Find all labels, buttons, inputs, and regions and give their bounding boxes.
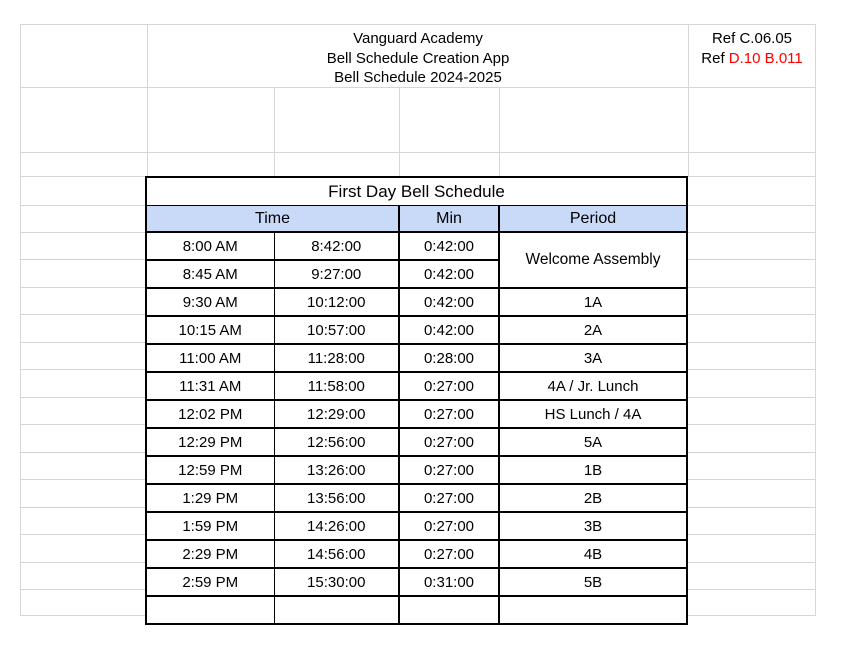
- start-time-cell: 12:59 PM: [146, 456, 274, 484]
- duration-cell: 0:27:00: [399, 372, 499, 400]
- period-cell: HS Lunch / 4A: [499, 400, 687, 428]
- schedule-title: First Day Bell Schedule: [146, 177, 687, 206]
- bell-schedule-table: [145, 176, 688, 625]
- ref-line-1: Ref C.06.05: [711, 30, 793, 47]
- empty-row: [146, 596, 687, 624]
- period-cell: 3A: [499, 344, 687, 372]
- end-time-cell: 10:57:00: [274, 316, 399, 344]
- period-cell: 5B: [499, 568, 687, 596]
- period-cell: 3B: [499, 512, 687, 540]
- table-row: [146, 456, 687, 484]
- end-time-cell: 11:58:00: [274, 372, 399, 400]
- empty-cell: [399, 596, 499, 624]
- start-time-cell: 11:31 AM: [146, 372, 274, 400]
- table-row: [146, 288, 687, 316]
- header-min: Min: [399, 206, 499, 233]
- end-time-cell: 15:30:00: [274, 568, 399, 596]
- duration-cell: 0:27:00: [399, 484, 499, 512]
- duration-cell: 0:27:00: [399, 400, 499, 428]
- start-time-cell: 8:45 AM: [146, 260, 274, 288]
- duration-cell: 0:42:00: [399, 316, 499, 344]
- empty-cell: [274, 596, 399, 624]
- end-time-cell: 10:12:00: [274, 288, 399, 316]
- start-time-cell: 8:00 AM: [146, 232, 274, 260]
- table-row: [146, 372, 687, 400]
- table-row: [146, 484, 687, 512]
- period-cell: 4A / Jr. Lunch: [499, 372, 687, 400]
- table-row: [146, 344, 687, 372]
- end-time-cell: 9:27:00: [274, 260, 399, 288]
- table-row: [146, 400, 687, 428]
- period-cell: 5A: [499, 428, 687, 456]
- duration-cell: 0:42:00: [399, 288, 499, 316]
- duration-cell: 0:27:00: [399, 512, 499, 540]
- table-row: [146, 512, 687, 540]
- duration-cell: 0:27:00: [399, 456, 499, 484]
- duration-cell: 0:31:00: [399, 568, 499, 596]
- start-time-cell: 12:02 PM: [146, 400, 274, 428]
- column-header-row: [146, 206, 687, 233]
- empty-cell: [146, 596, 274, 624]
- end-time-cell: 12:29:00: [274, 400, 399, 428]
- table-row: [146, 540, 687, 568]
- start-time-cell: 9:30 AM: [146, 288, 274, 316]
- start-time-cell: 2:59 PM: [146, 568, 274, 596]
- ref-prefix: Ref: [701, 49, 729, 67]
- start-time-cell: 10:15 AM: [146, 316, 274, 344]
- table-row: [146, 232, 687, 260]
- start-time-cell: 12:29 PM: [146, 428, 274, 456]
- start-time-cell: 11:00 AM: [146, 344, 274, 372]
- period-cell: 1A: [499, 288, 687, 316]
- period-cell: 4B: [499, 540, 687, 568]
- period-cell: 2A: [499, 316, 687, 344]
- end-time-cell: 11:28:00: [274, 344, 399, 372]
- table-row: [146, 428, 687, 456]
- duration-cell: 0:28:00: [399, 344, 499, 372]
- end-time-cell: 8:42:00: [274, 232, 399, 260]
- schedule-year: Bell Schedule 2024-2025: [334, 69, 502, 86]
- table-row: [146, 568, 687, 596]
- ref-line-2: [689, 49, 815, 69]
- header-time: Time: [146, 206, 399, 233]
- table-row: [146, 316, 687, 344]
- ref-code-d: D.10: [728, 49, 761, 67]
- end-time-cell: 13:56:00: [274, 484, 399, 512]
- header-period: Period: [499, 206, 687, 233]
- period-cell: 1B: [499, 456, 687, 484]
- duration-cell: 0:27:00: [399, 540, 499, 568]
- end-time-cell: 14:56:00: [274, 540, 399, 568]
- period-cell: Welcome Assembly: [499, 232, 687, 288]
- duration-cell: 0:42:00: [399, 260, 499, 288]
- org-name: Vanguard Academy: [353, 30, 483, 47]
- period-cell: 2B: [499, 484, 687, 512]
- duration-cell: 0:27:00: [399, 428, 499, 456]
- end-time-cell: 12:56:00: [274, 428, 399, 456]
- empty-cell: [499, 596, 687, 624]
- start-time-cell: 2:29 PM: [146, 540, 274, 568]
- app-name: Bell Schedule Creation App: [326, 49, 510, 67]
- duration-cell: 0:42:00: [399, 232, 499, 260]
- reference-block: [689, 29, 815, 68]
- end-time-cell: 13:26:00: [274, 456, 399, 484]
- ref-code-b: B.011: [764, 49, 803, 67]
- start-time-cell: 1:59 PM: [146, 512, 274, 540]
- document-header: [148, 29, 688, 88]
- end-time-cell: 14:26:00: [274, 512, 399, 540]
- start-time-cell: 1:29 PM: [146, 484, 274, 512]
